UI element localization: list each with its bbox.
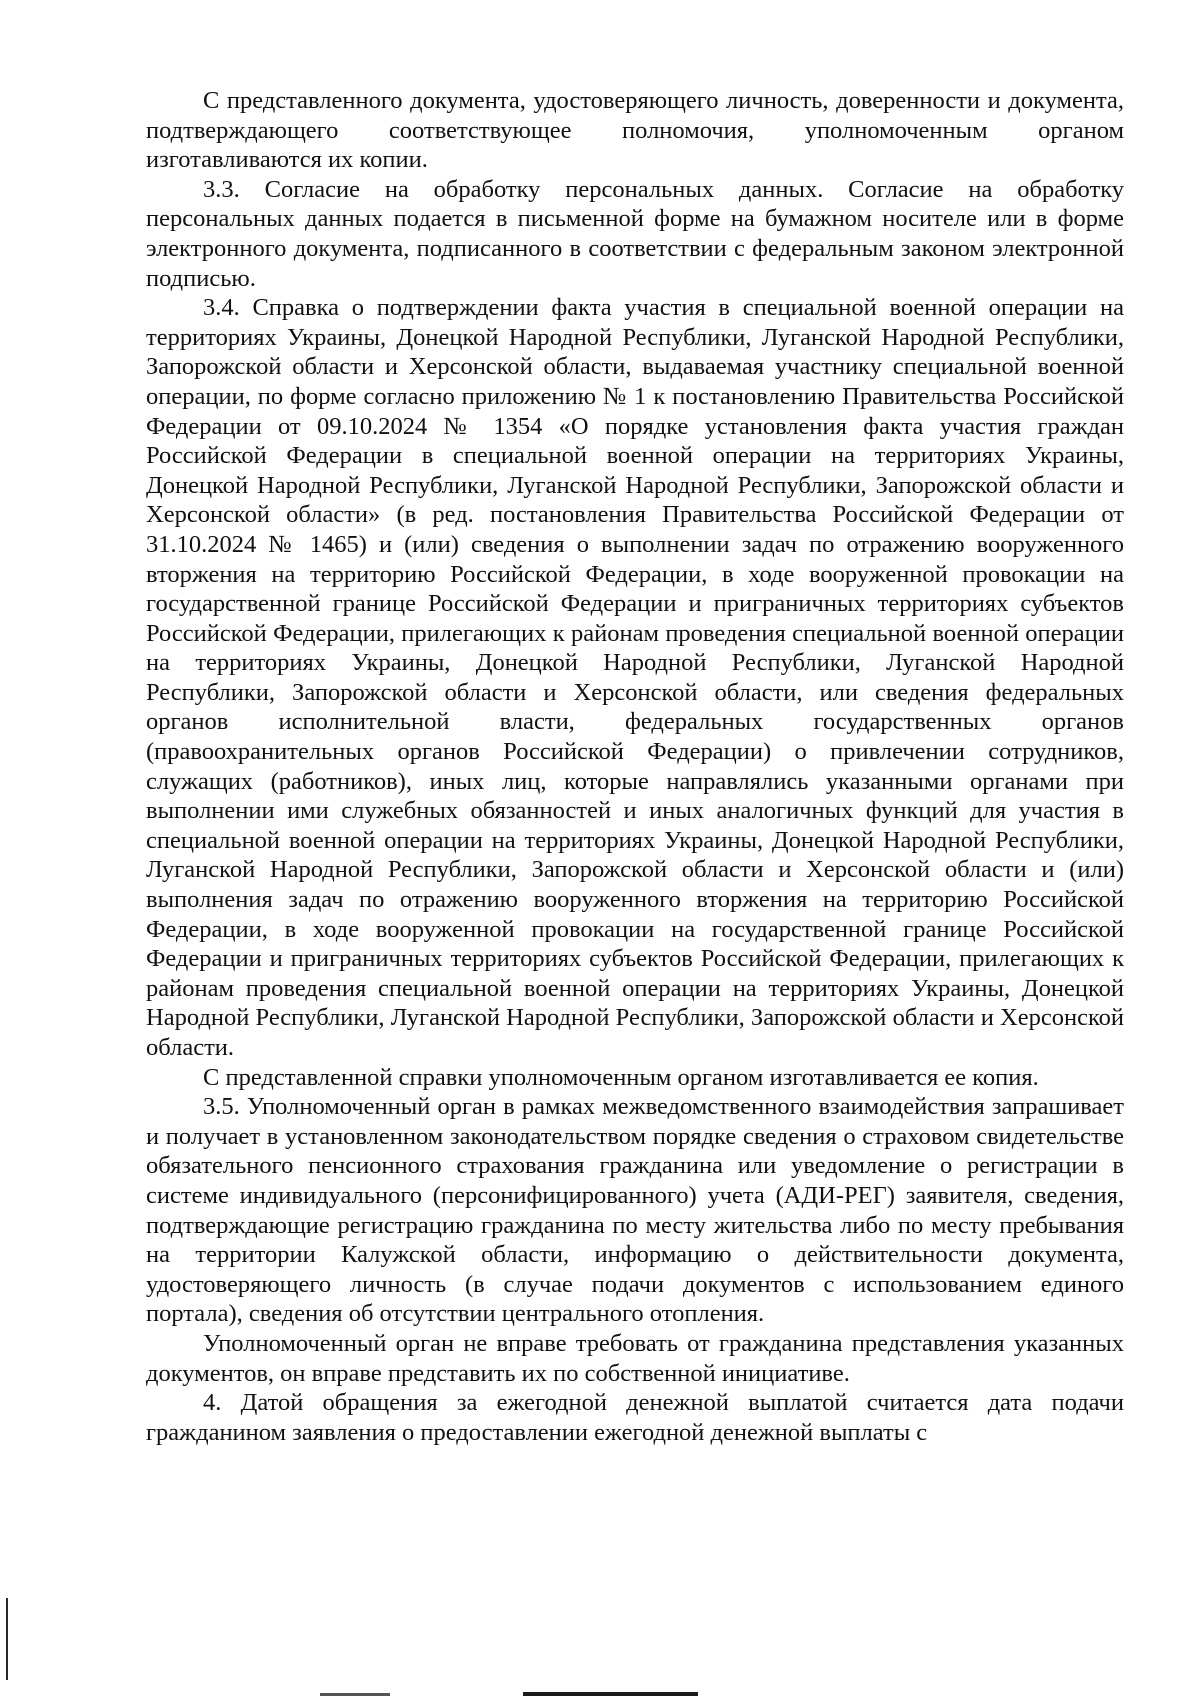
scan-edge-mark-bottom-small: [320, 1693, 390, 1696]
paragraph-3-3-consent: 3.3. Согласие на обработку персональных данных. Согласие на обработку персональных данных подается в письменной форме на бумажном носителе или в форме электронного документа, подписанного в соответствии с федеральным законом электронной подписью.: [146, 175, 1124, 292]
paragraph-copies-of-documents: С представленного документа, удостоверяющего личность, доверенности и документа, подтверждающего соответствующее полномочия, уполномоченным органом изготавливаются их копии.: [146, 87, 1124, 174]
paragraph-4-application-date: 4. Датой обращения за ежегодной денежной выплатой считается дата подачи гражданином заявления о предоставлении ежегодной денежной выплаты с: [146, 1389, 1124, 1446]
paragraph-3-4-certificate: 3.4. Справка о подтверждении факта участия в специальной военной операции на территориях Украины, Донецкой Народной Республики, Луганской Народной Республики, Запорожской области и Херсонской области, выдаваемая участнику специальной военной операции, по форме согласно приложению № 1 к постановлению Правительства Российской Федерации от 09.10.2024 № 1354 «О порядке установления факта участия граждан Российской Федерации в специальной военной операции на территориях Украины, Донецкой Народной Республики, Луганской Народной Республики, Запорожской области и Херсонской области» (в ред. постановления Правительства Российской Федерации от 31.10.2024 № 1465) и (или) сведения о выполнении задач по отражению вооруженного вторжения на территорию Российской Федерации, в ходе вооруженной провокации на государственной границе Российской Федерации и приграничных территориях субъектов Российской Федерации, прилегающих к районам проведения специальной военной операции на территориях Украины, Донецкой Народной Республики, Луганской Народной Республики, Запорожской области и Херсонской области, или сведения федеральных органов исполнительной власти, федеральных государственных органов (правоохранительных органов Российской Федерации) о привлечении сотрудников, служащих (работников), иных лиц, которые направлялись указанными органами при выполнении ими служебных обязанностей и иных аналогичных функций для участия в специальной военной операции на территориях Украины, Донецкой Народной Республики, Луганской Народной Республики, Запорожской области и Херсонской области и (или) выполнения задач по отражению вооруженного вторжения на территорию Российской Федерации, в ходе вооруженной провокации на государственной границе Российской Федерации и приграничных территориях субъектов Российской Федерации, прилегающих к районам проведения специальной военной операции на территориях Украины, Донецкой Народной Республики, Луганской Народной Республики, Запорожской области и Херсонской области.: [146, 294, 1124, 1061]
document-body: [146, 86, 1124, 1447]
paragraph-no-requirement: Уполномоченный орган не вправе требовать от гражданина представления указанных документов, он вправе представить их по собственной инициативе.: [146, 1329, 1124, 1387]
paragraph-certificate-copy: С представленной справки уполномоченным органом изготавливается ее копия.: [203, 1063, 1039, 1091]
scan-edge-mark-left: [6, 1598, 8, 1680]
scan-edge-mark-bottom: [523, 1692, 698, 1696]
paragraph-3-5-interagency: 3.5. Уполномоченный орган в рамках межведомственного взаимодействия запрашивает и получает в установленном законодательством порядке сведения о страховом свидетельстве обязательного пенсионного страхования гражданина или уведомление о регистрации в системе индивидуального (персонифицированного) учета (АДИ-РЕГ) заявителя, сведения, подтверждающие регистрацию гражданина по месту жительства либо по месту пребывания на территории Калужской области, информацию о действительности документа, удостоверяющего личность (в случае подачи документов с использованием единого портала), сведения об отсутствии центрального отопления.: [146, 1093, 1124, 1328]
